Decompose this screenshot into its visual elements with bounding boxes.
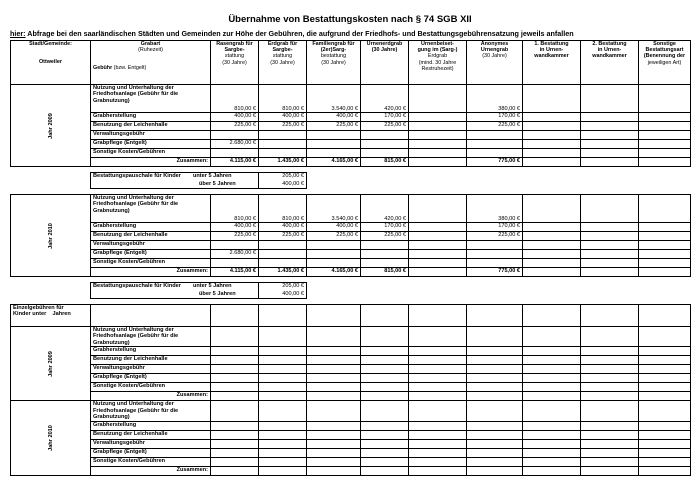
cell-nutzung-8 — [639, 195, 691, 223]
cell-grabherstellung-0: 400,00 € — [211, 113, 259, 122]
cell-zusammen-7 — [581, 268, 639, 277]
cell-grabherstellung-6 — [523, 113, 581, 122]
cell-grabpflege-7 — [581, 250, 639, 259]
cell-verwaltung-0 — [211, 241, 259, 250]
cell-verwaltung-4 — [409, 131, 467, 140]
cell-zusammen-4 — [409, 268, 467, 277]
cell-sonstige-4 — [409, 259, 467, 268]
cell-nutzung-5: 380,00 € — [467, 195, 523, 223]
kinder-row-grabpflege: Grabpflege (Entgelt) — [11, 448, 691, 457]
row-leichenhalle — [11, 122, 691, 131]
cell-verwaltung-6 — [523, 131, 581, 140]
page-subtitle: hier: Abfrage bei den saarländischen Städten und Gemeinden zur Höhe der Gebühren, die aufgrund der Friedhofs- und Bestattungsgebührensatzung jeweils anfallen — [10, 29, 574, 38]
header-grabart — [91, 41, 211, 85]
cell-sonstige-8 — [639, 149, 691, 158]
cell-grabherstellung-7 — [581, 223, 639, 232]
label-grabpflege: Grabpflege (Entgelt) — [91, 250, 211, 259]
label-verwaltung: Verwaltungsgebühr — [91, 131, 211, 140]
cell-nutzung-1: 810,00 € — [259, 85, 307, 113]
kinder-header-row — [11, 305, 691, 327]
cell-grabherstellung-2: 400,00 € — [307, 223, 361, 232]
header-col-6: 1. Bestattung in Urnen- wandkammer — [523, 41, 581, 85]
header-stadt — [11, 41, 91, 85]
label-zusammen: Zusammen: — [91, 268, 211, 277]
row-nutzung — [11, 195, 691, 223]
cell-verwaltung-3 — [361, 241, 409, 250]
cell-verwaltung-0 — [211, 131, 259, 140]
row-verwaltung — [11, 241, 691, 250]
cost-table — [10, 40, 691, 476]
cell-grabherstellung-1: 400,00 € — [259, 113, 307, 122]
cell-grabpflege-2 — [307, 140, 361, 149]
cell-grabpflege-8 — [639, 140, 691, 149]
cell-grabpflege-1 — [259, 250, 307, 259]
label-nutzung: Nutzung und Unterhaltung der Friedhofsanlage (Gebühr für die Grabnutzung) — [91, 195, 211, 223]
cell-verwaltung-2 — [307, 131, 361, 140]
grabart-label: Grabart (Ruhezeit) — [138, 41, 163, 54]
cell-grabherstellung-0: 400,00 € — [211, 223, 259, 232]
kinder-label: Einzelgebühren für Kinder unter Jahren — [11, 305, 91, 327]
cell-zusammen-8 — [639, 158, 691, 167]
row-nutzung — [11, 85, 691, 113]
cell-leichenhalle-6 — [523, 122, 581, 131]
cell-nutzung-2: 3.540,00 € — [307, 195, 361, 223]
kinder-row-nutzung: Jahr 2009 Nutzung und Unterhaltung der Friedhofsanlage (Gebühr für die Grabnutzung) — [11, 327, 691, 347]
cell-nutzung-7 — [581, 195, 639, 223]
page-title: Übernahme von Bestattungskosten nach § 74 SGB XII — [228, 14, 472, 25]
cell-verwaltung-7 — [581, 241, 639, 250]
cell-grabpflege-4 — [409, 140, 467, 149]
cell-zusammen-5: 775,00 € — [467, 268, 523, 277]
cell-nutzung-0: 810,00 € — [211, 85, 259, 113]
label-verwaltung: Verwaltungsgebühr — [91, 241, 211, 250]
cell-grabherstellung-2: 400,00 € — [307, 113, 361, 122]
cell-grabpflege-0: 2.680,00 € — [211, 250, 259, 259]
cell-zusammen-0: 4.115,00 € — [211, 268, 259, 277]
cell-nutzung-6 — [523, 195, 581, 223]
cell-zusammen-2: 4.165,00 € — [307, 158, 361, 167]
cell-leichenhalle-1: 225,00 € — [259, 232, 307, 241]
cell-zusammen-8 — [639, 268, 691, 277]
cell-leichenhalle-5: 225,00 € — [467, 122, 523, 131]
cell-verwaltung-8 — [639, 241, 691, 250]
pauschale-row-1: Bestattungspauschale für Kinder unter 5 Jahren 205,00 € — [11, 283, 691, 291]
cell-nutzung-5: 380,00 € — [467, 85, 523, 113]
row-grabpflege — [11, 250, 691, 259]
label-sonstige: Sonstige Kosten/Gebühren — [91, 149, 211, 158]
cell-nutzung-4 — [409, 195, 467, 223]
cell-grabherstellung-8 — [639, 223, 691, 232]
cell-grabpflege-5 — [467, 250, 523, 259]
cell-leichenhalle-6 — [523, 232, 581, 241]
kinder-row-grabpflege: Grabpflege (Entgelt) — [11, 374, 691, 383]
cell-sonstige-6 — [523, 259, 581, 268]
cell-sonstige-1 — [259, 259, 307, 268]
cell-verwaltung-5 — [467, 131, 523, 140]
cell-sonstige-1 — [259, 149, 307, 158]
row-sonstige — [11, 149, 691, 158]
kinder-row-leichenhalle: Benutzung der Leichenhalle — [11, 430, 691, 439]
row-grabherstellung — [11, 113, 691, 122]
kinder-row-zusammen: Zusammen: — [11, 466, 691, 475]
cell-leichenhalle-7 — [581, 232, 639, 241]
cell-nutzung-7 — [581, 85, 639, 113]
cell-grabpflege-6 — [523, 140, 581, 149]
row-verwaltung — [11, 131, 691, 140]
cell-zusammen-3: 815,00 € — [361, 268, 409, 277]
row-grabpflege — [11, 140, 691, 149]
row-zusammen — [11, 268, 691, 277]
cell-grabpflege-3 — [361, 250, 409, 259]
cell-grabpflege-2 — [307, 250, 361, 259]
row-grabherstellung — [11, 223, 691, 232]
cell-zusammen-0: 4.115,00 € — [211, 158, 259, 167]
cell-leichenhalle-2: 225,00 € — [307, 122, 361, 131]
cell-leichenhalle-4 — [409, 232, 467, 241]
row-zusammen — [11, 158, 691, 167]
kinder-row-verwaltung: Verwaltungsgebühr — [11, 439, 691, 448]
cell-grabherstellung-1: 400,00 € — [259, 223, 307, 232]
kinder-row-leichenhalle: Benutzung der Leichenhalle — [11, 356, 691, 365]
pauschale-row-2: über 5 Jahren 400,00 € — [11, 291, 691, 299]
cell-sonstige-7 — [581, 259, 639, 268]
cell-grabpflege-1 — [259, 140, 307, 149]
cell-grabpflege-5 — [467, 140, 523, 149]
cell-leichenhalle-0: 225,00 € — [211, 232, 259, 241]
kinder-row-grabherstellung: Grabherstellung — [11, 347, 691, 356]
cell-nutzung-6 — [523, 85, 581, 113]
cell-leichenhalle-7 — [581, 122, 639, 131]
cell-grabherstellung-4 — [409, 113, 467, 122]
cell-verwaltung-2 — [307, 241, 361, 250]
cell-leichenhalle-2: 225,00 € — [307, 232, 361, 241]
cell-sonstige-0 — [211, 259, 259, 268]
row-sonstige — [11, 259, 691, 268]
cell-sonstige-3 — [361, 259, 409, 268]
cell-zusammen-3: 815,00 € — [361, 158, 409, 167]
year-cell: Jahr 2010 — [11, 195, 91, 277]
cell-zusammen-6 — [523, 268, 581, 277]
header-col-1: Erdgrab für Sargbe- stattung (30 Jahre) — [259, 41, 307, 85]
cell-sonstige-4 — [409, 149, 467, 158]
label-leichenhalle: Benutzung der Leichenhalle — [91, 232, 211, 241]
header-col-5: Anonymes Urnengrab (30 Jahre) — [467, 41, 523, 85]
cell-grabherstellung-3: 170,00 € — [361, 113, 409, 122]
gebuehr-label: Gebühr (bzw. Entgelt) — [93, 65, 147, 72]
cell-grabherstellung-3: 170,00 € — [361, 223, 409, 232]
stadt-label: Stadt/Gemeinde: — [29, 41, 72, 47]
cell-sonstige-7 — [581, 149, 639, 158]
cell-sonstige-5 — [467, 259, 523, 268]
cell-grabpflege-6 — [523, 250, 581, 259]
cell-zusammen-7 — [581, 158, 639, 167]
cell-grabherstellung-7 — [581, 113, 639, 122]
cell-verwaltung-6 — [523, 241, 581, 250]
header-col-2: Familiengrab für (2er)Sarg- bestattung (30 Jahre) — [307, 41, 361, 85]
label-sonstige: Sonstige Kosten/Gebühren — [91, 259, 211, 268]
cell-verwaltung-7 — [581, 131, 639, 140]
cell-leichenhalle-4 — [409, 122, 467, 131]
label-nutzung: Nutzung und Unterhaltung der Friedhofsanlage (Gebühr für die Grabnutzung) — [91, 85, 211, 113]
pauschale-row-2: über 5 Jahren 400,00 € — [11, 181, 691, 189]
cell-grabherstellung-8 — [639, 113, 691, 122]
kinder-row-sonstige: Sonstige Kosten/Gebühren — [11, 383, 691, 392]
cell-nutzung-1: 810,00 € — [259, 195, 307, 223]
cell-verwaltung-1 — [259, 241, 307, 250]
cell-grabpflege-0: 2.680,00 € — [211, 140, 259, 149]
cell-nutzung-3: 420,00 € — [361, 195, 409, 223]
cell-grabherstellung-5: 170,00 € — [467, 223, 523, 232]
kinder-row-grabherstellung: Grabherstellung — [11, 421, 691, 430]
cell-nutzung-8 — [639, 85, 691, 113]
label-zusammen: Zusammen: — [91, 158, 211, 167]
cell-nutzung-4 — [409, 85, 467, 113]
label-grabpflege: Grabpflege (Entgelt) — [91, 140, 211, 149]
label-grabherstellung: Grabherstellung — [91, 113, 211, 122]
cell-zusammen-1: 1.435,00 € — [259, 268, 307, 277]
cell-leichenhalle-8 — [639, 122, 691, 131]
cell-grabpflege-4 — [409, 250, 467, 259]
cell-nutzung-3: 420,00 € — [361, 85, 409, 113]
pauschale-row-1: Bestattungspauschale für Kinder unter 5 Jahren 205,00 € — [11, 173, 691, 181]
cell-leichenhalle-0: 225,00 € — [211, 122, 259, 131]
cell-grabpflege-8 — [639, 250, 691, 259]
cell-sonstige-2 — [307, 149, 361, 158]
cell-zusammen-6 — [523, 158, 581, 167]
kinder-row-sonstige: Sonstige Kosten/Gebühren — [11, 457, 691, 466]
cell-grabherstellung-4 — [409, 223, 467, 232]
cell-leichenhalle-5: 225,00 € — [467, 232, 523, 241]
cell-sonstige-8 — [639, 259, 691, 268]
year-cell: Jahr 2009 — [11, 85, 91, 167]
cell-leichenhalle-3: 225,00 € — [361, 232, 409, 241]
cell-zusammen-1: 1.435,00 € — [259, 158, 307, 167]
cell-grabpflege-3 — [361, 140, 409, 149]
cell-sonstige-2 — [307, 259, 361, 268]
cell-grabpflege-7 — [581, 140, 639, 149]
cell-verwaltung-3 — [361, 131, 409, 140]
header-col-3: Urnenerdgrab (30 Jahre) — [361, 41, 409, 85]
cell-nutzung-0: 810,00 € — [211, 195, 259, 223]
cell-sonstige-6 — [523, 149, 581, 158]
cell-sonstige-5 — [467, 149, 523, 158]
cell-leichenhalle-8 — [639, 232, 691, 241]
cell-verwaltung-1 — [259, 131, 307, 140]
cell-verwaltung-5 — [467, 241, 523, 250]
cell-zusammen-5: 775,00 € — [467, 158, 523, 167]
header-col-4: Urnenbeiset- gung im (Sarg-) Erdgrab (mind. 30 Jahre Restruhezeit) — [409, 41, 467, 85]
cell-zusammen-4 — [409, 158, 467, 167]
ort-name: Ottweiler — [38, 59, 63, 66]
cell-leichenhalle-1: 225,00 € — [259, 122, 307, 131]
cell-sonstige-0 — [211, 149, 259, 158]
cell-zusammen-2: 4.165,00 € — [307, 268, 361, 277]
label-grabherstellung: Grabherstellung — [91, 223, 211, 232]
kinder-row-verwaltung: Verwaltungsgebühr — [11, 365, 691, 374]
cell-leichenhalle-3: 225,00 € — [361, 122, 409, 131]
cell-grabherstellung-5: 170,00 € — [467, 113, 523, 122]
cell-grabherstellung-6 — [523, 223, 581, 232]
kinder-row-nutzung: Jahr 2010 Nutzung und Unterhaltung der Friedhofsanlage (Gebühr für die Grabnutzung) — [11, 401, 691, 421]
kinder-row-zusammen: Zusammen: — [11, 392, 691, 401]
cell-verwaltung-4 — [409, 241, 467, 250]
cell-nutzung-2: 3.540,00 € — [307, 85, 361, 113]
header-col-7: 2. Bestattung in Urnen- wandkammer — [581, 41, 639, 85]
row-leichenhalle — [11, 232, 691, 241]
cell-sonstige-3 — [361, 149, 409, 158]
label-leichenhalle: Benutzung der Leichenhalle — [91, 122, 211, 131]
cell-verwaltung-8 — [639, 131, 691, 140]
header-col-0: Rasengrab für Sargbe- stattung (30 Jahre) — [211, 41, 259, 85]
header-col-8: Sonstige Bestattungsart (Benennung der jeweiligen Art) — [639, 41, 691, 85]
